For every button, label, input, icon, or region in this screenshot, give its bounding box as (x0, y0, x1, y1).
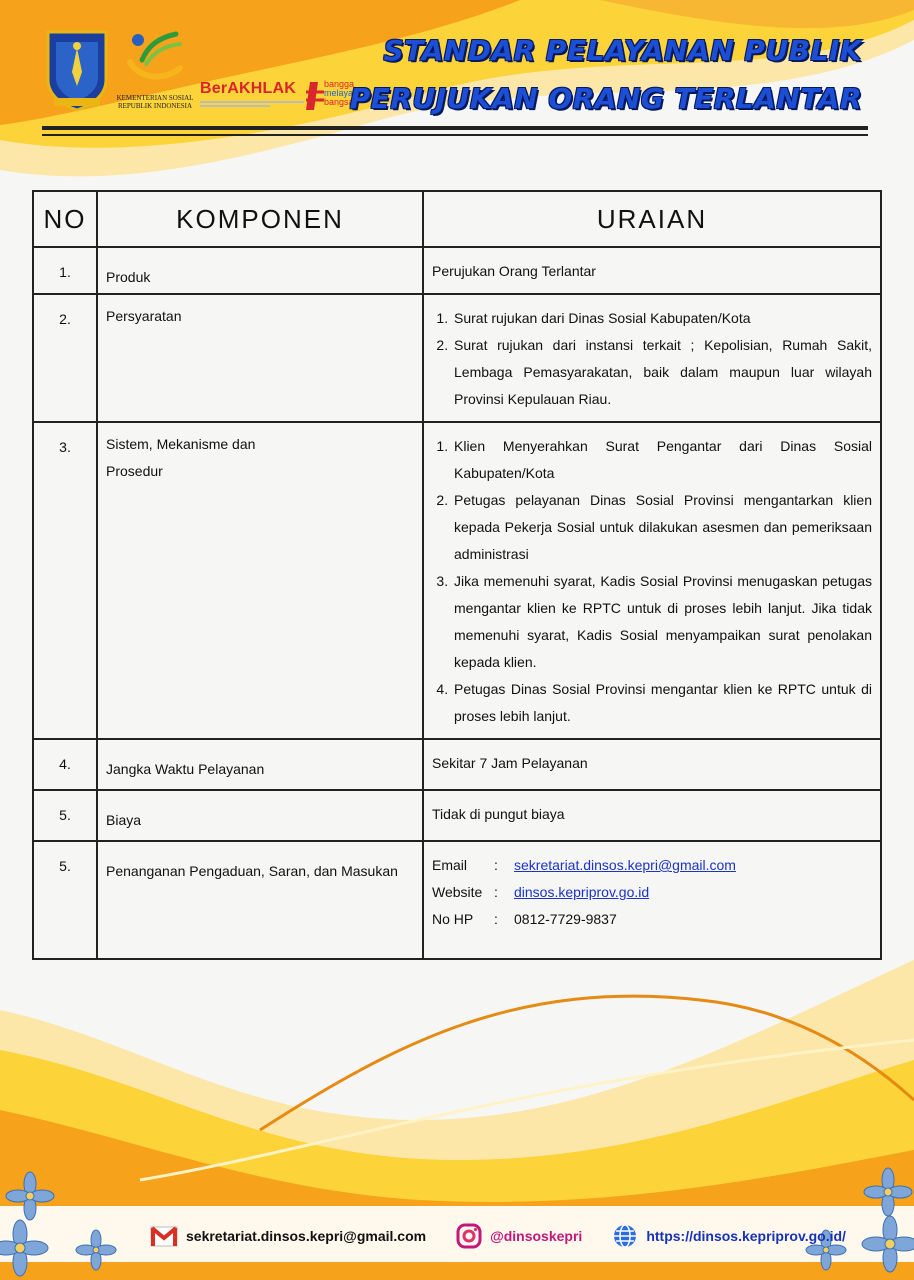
footer-contact-bar (150, 1214, 846, 1258)
contact-label: Website (432, 884, 483, 900)
row-no: 1. (33, 247, 97, 294)
row-komponen: Penanganan Pengaduan, Saran, dan Masukan (97, 841, 423, 959)
list-item: 1. Surat rujukan dari Dinas Sosial Kabupaten/Kota (452, 305, 872, 332)
bangga-word-2: melayani (324, 88, 361, 98)
contact-separator: : (494, 857, 498, 873)
gmail-icon (150, 1224, 178, 1248)
list-item: 3. Jika memenuhi syarat, Kadis Sosial Provinsi menugaskan petugas mengantar klien ke RPTC untuk di proses lebih lanjut. Jika tidak memenuhi syarat, Kadis Sosial menyampaikan surat penolakan kepada klien. (452, 568, 872, 676)
row-no: 5. (33, 790, 97, 841)
website-link[interactable]: dinsos.kepriprov.go.id (514, 884, 650, 900)
row-no: 5. (33, 841, 97, 959)
list-item: 4. Petugas Dinas Sosial Provinsi mengantar klien ke RPTC untuk di proses lebih lanjut. (452, 676, 872, 730)
list-item: 2. Surat rujukan dari instansi terkait ; Kepolisian, Rumah Sakit, Lembaga Pemasyarakatan, baik dalam maupun luar wilayah Provinsi Kepulauan Riau. (452, 332, 872, 413)
contact-separator: : (494, 911, 498, 927)
table-row (33, 790, 881, 841)
email-link[interactable]: sekretariat.dinsos.kepri@gmail.com (514, 857, 736, 873)
contact-email-row (432, 852, 872, 879)
table-row (33, 739, 881, 790)
row-no: 2. (33, 294, 97, 422)
page-title-line-2: PERUJUKAN ORANG TERLANTAR (349, 82, 862, 115)
row-no: 4. (33, 739, 97, 790)
procedure-list (432, 433, 872, 730)
page-title-line-1: STANDAR PELAYANAN PUBLIK (383, 34, 862, 67)
footer-instagram[interactable] (456, 1223, 582, 1249)
requirements-list (432, 305, 872, 413)
row-komponen: Produk (97, 247, 423, 294)
table-row (33, 841, 881, 959)
table-row (33, 247, 881, 294)
list-item: 2. Petugas pelayanan Dinas Sosial Provinsi mengantarkan klien kepada Pekerja Sosial untuk dilakukan asesmen dan pemeriksaan administrasi (452, 487, 872, 568)
row-komponen: Persyaratan (97, 294, 423, 422)
row-uraian (423, 294, 881, 422)
service-standard-table (32, 190, 882, 960)
contact-separator: : (494, 884, 498, 900)
phone-number: 0812-7729-9837 (514, 911, 617, 927)
kemensos-line-2: REPUBLIK INDONESIA (117, 102, 193, 110)
bangga-word-3: bangsa (324, 97, 354, 107)
contact-label: Email (432, 857, 468, 873)
berakhlak-tagline-graphic (200, 100, 306, 109)
row-uraian: Sekitar 7 Jam Pelayanan (423, 739, 881, 790)
footer-email-text: sekretariat.dinsos.kepri@gmail.com (186, 1228, 427, 1244)
row-komponen (97, 422, 423, 739)
row-uraian: Perujukan Orang Terlantar (423, 247, 881, 294)
komponen-line-2: Prosedur (106, 463, 163, 479)
row-komponen: Jangka Waktu Pelayanan (97, 739, 423, 790)
contact-website-row (432, 879, 872, 906)
footer-website-text: https://dinsos.kepriprov.go.id/ (646, 1228, 846, 1244)
kemensos-caption (112, 94, 198, 110)
globe-icon (612, 1223, 638, 1249)
instagram-icon (456, 1223, 482, 1249)
komponen-line-1: Sistem, Mekanisme dan (106, 436, 256, 452)
row-no: 3. (33, 422, 97, 739)
kemensos-line-1: KEMENTERIAN SOSIAL (116, 94, 194, 102)
province-emblem-logo (44, 28, 110, 112)
header-divider-thick (42, 126, 868, 130)
footer-email[interactable] (150, 1224, 426, 1248)
footer-website[interactable] (612, 1223, 846, 1249)
row-uraian (423, 422, 881, 739)
bangga-word-1: bangga (324, 79, 355, 89)
row-uraian (423, 841, 881, 959)
header-komponen: KOMPONEN (97, 191, 423, 247)
contact-phone-row (432, 906, 872, 933)
table-row (33, 422, 881, 739)
row-uraian: Tidak di pungut biaya (423, 790, 881, 841)
header-uraian: URAIAN (423, 191, 881, 247)
row-komponen: Biaya (97, 790, 423, 841)
table-row (33, 294, 881, 422)
berakhlak-logo: BerAKHLAK (200, 80, 297, 97)
header-no: NO (33, 191, 97, 247)
footer-instagram-text: @dinsoskepri (490, 1228, 583, 1244)
list-item: 1. Klien Menyerahkan Surat Pengantar dari Dinas Sosial Kabupaten/Kota (452, 433, 872, 487)
table-header-row (33, 191, 881, 247)
kemensos-logo (118, 28, 198, 86)
header-divider-thin (42, 134, 868, 136)
contact-label: No HP (432, 911, 474, 927)
